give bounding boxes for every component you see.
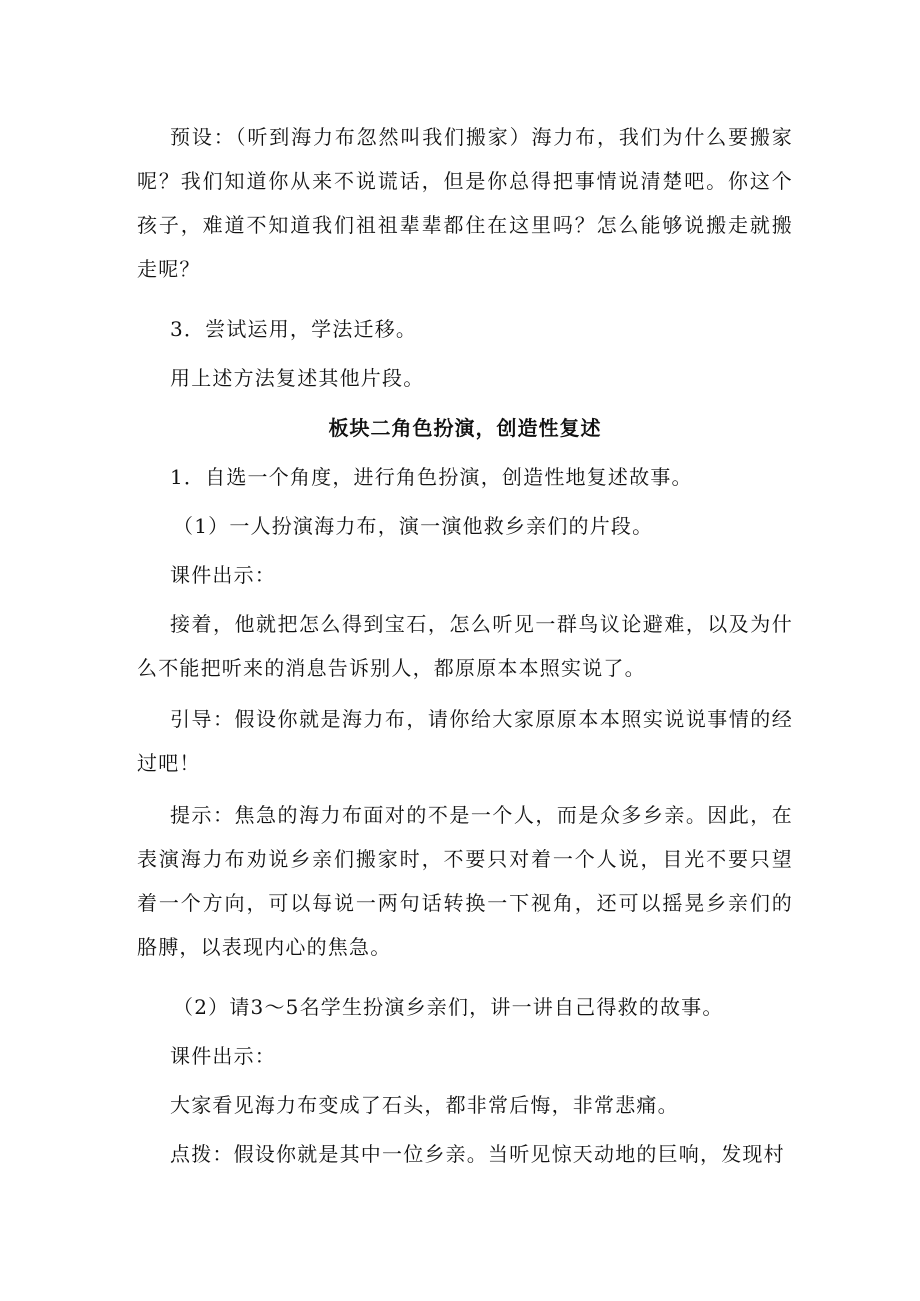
- paragraph-step-1: 1．自选一个角度，进行角色扮演，创造性地复述故事。: [170, 465, 693, 489]
- paragraph-step-3: 3．尝试运用，学法迁移。: [170, 317, 418, 341]
- paragraph-guidance: 引导：假设你就是海力布，请你给大家原原本本照实说说事情的经过吧！: [137, 707, 793, 775]
- paragraph-courseware-text-2: 大家看见海力布变成了石头，都非常后悔，非常悲痛。: [170, 1093, 679, 1117]
- paragraph-courseware-text: 接着，他就把怎么得到宝石，怎么听见一群鸟议论避难，以及为什么不能把听来的消息告诉别人，都原原本本照实说了。: [137, 612, 793, 680]
- paragraph-preset-dialogue: 预设：（听到海力布忽然叫我们搬家）海力布，我们为什么要搬家呢？我们知道你从来不说谎话，但是你总得把事情说清楚吧。你这个孩子，难道不知道我们祖祖辈辈都住在这里吗？怎么能够说搬走就搬走呢？: [137, 125, 793, 281]
- paragraph-courseware-label-2: 课件出示：: [170, 1044, 276, 1068]
- paragraph-pointer: 点拨：假设你就是其中一位乡亲。当听见惊天动地的巨响，发现村: [170, 1142, 785, 1166]
- paragraph-substep-2: （2）请3～5名学生扮演乡亲们，讲一讲自己得救的故事。: [173, 995, 724, 1019]
- paragraph-courseware-label: 课件出示：: [170, 563, 276, 587]
- paragraph-retell-others: 用上述方法复述其他片段。: [170, 366, 425, 390]
- paragraph-substep-1: （1）一人扮演海力布，演一演他救乡亲们的片段。: [173, 514, 654, 538]
- paragraph-hint: 提示：焦急的海力布面对的不是一个人，而是众多乡亲。因此，在表演海力布劝说乡亲们搬家时，不要只对着一个人说，目光不要只望着一个方向，可以每说一两句话转换一下视角，还可以摇晃乡亲们的胳膊，以表现内心的焦急。: [137, 803, 793, 959]
- section-heading: 板块二角色扮演，创造性复述: [328, 416, 602, 440]
